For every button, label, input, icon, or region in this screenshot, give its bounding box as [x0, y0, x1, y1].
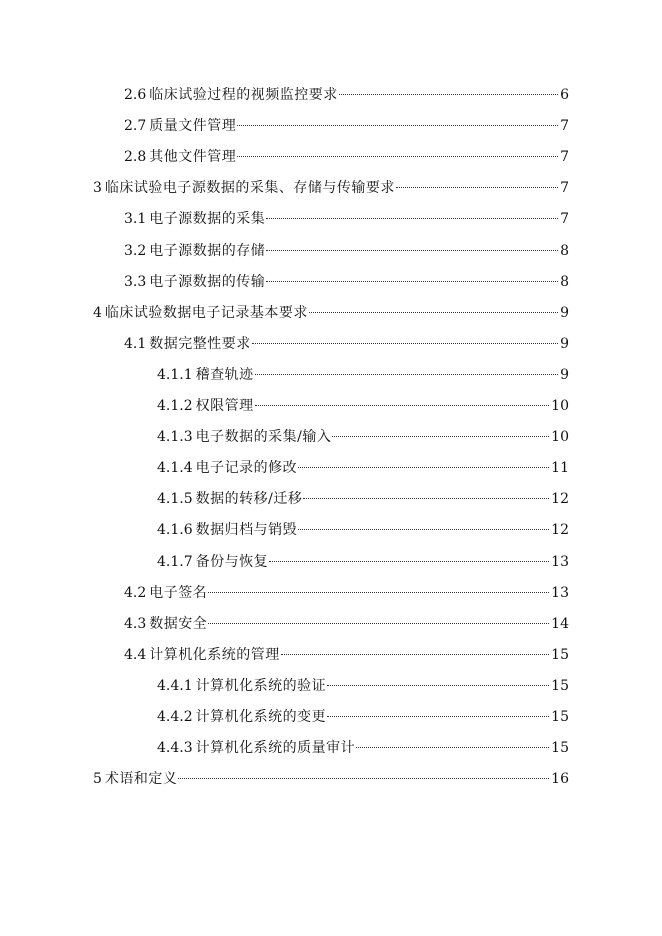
- toc-dot-leader: [178, 778, 549, 779]
- toc-entry-page-number: 8: [560, 274, 569, 290]
- toc-dot-leader: [208, 623, 549, 624]
- toc-entry-page-number: 15: [551, 740, 569, 756]
- toc-dot-leader: [237, 156, 558, 157]
- toc-entry-page-number: 7: [560, 211, 569, 227]
- toc-entry-number: 2.6: [124, 87, 147, 103]
- toc-entry-title: 电子源数据的存储: [149, 243, 266, 259]
- toc-entry[interactable]: [124, 643, 569, 667]
- toc-entry-title: 临床试验电子源数据的采集、存储与传输要求: [104, 180, 395, 196]
- toc-entry[interactable]: [157, 518, 569, 542]
- toc-entry-page-number: 13: [551, 585, 569, 601]
- toc-entry-title: 数据安全: [149, 616, 208, 632]
- toc-entry-title: 其他文件管理: [149, 149, 237, 165]
- toc-entry-number: 4.1.4: [157, 460, 193, 476]
- toc-dot-leader: [266, 218, 558, 219]
- toc-entry[interactable]: [157, 487, 569, 511]
- toc-entry-title: 备份与恢复: [195, 554, 269, 570]
- toc-dot-leader: [237, 125, 558, 126]
- toc-entry-title: 计算机化系统的验证: [195, 678, 327, 694]
- toc-entry-number: 4.1.6: [157, 522, 193, 538]
- toc-entry-page-number: 10: [551, 398, 569, 414]
- toc-entry[interactable]: [157, 394, 569, 418]
- toc-entry-number: 4.1: [124, 336, 147, 352]
- toc-entry-page-number: 15: [551, 678, 569, 694]
- toc-dot-leader: [255, 405, 550, 406]
- toc-dot-leader: [396, 187, 558, 188]
- toc-entry-number: 4.4.2: [157, 709, 193, 725]
- toc-entry[interactable]: [157, 363, 569, 387]
- toc-dot-leader: [252, 343, 558, 344]
- toc-entry[interactable]: [124, 332, 569, 356]
- toc-entry[interactable]: [157, 425, 569, 449]
- toc-entry-number: 4.2: [124, 585, 147, 601]
- toc-entry-number: 3: [93, 180, 102, 196]
- toc-entry[interactable]: [124, 83, 569, 107]
- toc-entry-title: 数据归档与销毁: [195, 522, 298, 538]
- toc-entry[interactable]: [124, 612, 569, 636]
- toc-entry-number: 4.4: [124, 647, 147, 663]
- toc-entry[interactable]: [124, 145, 569, 169]
- toc-dot-leader: [266, 281, 558, 282]
- toc-entry[interactable]: [157, 456, 569, 480]
- toc-entry-number: 5: [93, 771, 102, 787]
- toc-entry-title: 电子记录的修改: [195, 460, 298, 476]
- toc-entry-number: 4.1.3: [157, 429, 193, 445]
- toc-entry-page-number: 10: [551, 429, 569, 445]
- toc-entry-number: 4: [93, 305, 102, 321]
- toc-entry[interactable]: [157, 736, 569, 760]
- toc-entry-title: 计算机化系统的管理: [149, 647, 280, 663]
- toc-entry[interactable]: [124, 581, 569, 605]
- toc-entry-number: 3.3: [124, 274, 147, 290]
- toc-entry-number: 3.1: [124, 211, 147, 227]
- toc-entry-number: 4.1.2: [157, 398, 193, 414]
- toc-entry-number: 2.7: [124, 118, 147, 134]
- toc-dot-leader: [356, 747, 549, 748]
- toc-entry-page-number: 9: [560, 305, 569, 321]
- toc-entry-title: 质量文件管理: [149, 118, 237, 134]
- toc-entry-page-number: 15: [551, 709, 569, 725]
- toc-entry-title: 数据完整性要求: [149, 336, 251, 352]
- toc-entry-title: 数据的转移/迁移: [195, 491, 303, 507]
- toc-entry-title: 临床试验过程的视频监控要求: [149, 87, 338, 103]
- toc-dot-leader: [309, 312, 558, 313]
- toc-entry[interactable]: [157, 550, 569, 574]
- toc-entry-title: 临床试验数据电子记录基本要求: [104, 305, 308, 321]
- toc-dot-leader: [298, 467, 549, 468]
- toc-entry-page-number: 7: [560, 118, 569, 134]
- toc-entry-number: 4.1.1: [157, 367, 193, 383]
- toc-entry-title: 术语和定义: [104, 771, 178, 787]
- toc-entry-number: 4.1.5: [157, 491, 193, 507]
- toc-entry[interactable]: [124, 270, 569, 294]
- toc-entry[interactable]: [157, 705, 569, 729]
- toc-entry-page-number: 9: [560, 336, 569, 352]
- toc-entry-page-number: 11: [551, 460, 569, 476]
- toc-entry-page-number: 15: [551, 647, 569, 663]
- toc-entry[interactable]: [93, 301, 569, 325]
- toc-entry-number: 4.1.7: [157, 554, 193, 570]
- toc-entry-page-number: 8: [560, 243, 569, 259]
- toc-dot-leader: [269, 561, 549, 562]
- toc-entry-page-number: 16: [551, 771, 569, 787]
- toc-entry[interactable]: [124, 239, 569, 263]
- toc-entry-page-number: 14: [551, 616, 569, 632]
- toc-dot-leader: [208, 592, 549, 593]
- toc-entry-title: 计算机化系统的变更: [195, 709, 327, 725]
- toc-entry-page-number: 7: [560, 149, 569, 165]
- toc-dot-leader: [327, 716, 549, 717]
- toc-entry[interactable]: [93, 176, 569, 200]
- toc-entry-page-number: 7: [560, 180, 569, 196]
- toc-entry-title: 电子签名: [149, 585, 208, 601]
- toc-dot-leader: [303, 498, 549, 499]
- toc-entry[interactable]: [157, 674, 569, 698]
- toc-entry-page-number: 12: [551, 522, 569, 538]
- toc-dot-leader: [332, 436, 549, 437]
- toc-entry[interactable]: [124, 114, 569, 138]
- toc-entry-number: 4.4.3: [157, 740, 193, 756]
- toc-entry-number: 4.4.1: [157, 678, 193, 694]
- toc-entry-title: 计算机化系统的质量审计: [195, 740, 356, 756]
- toc-entry[interactable]: [124, 207, 569, 231]
- toc-dot-leader: [281, 654, 549, 655]
- toc-entry-page-number: 9: [560, 367, 569, 383]
- toc-entry-title: 电子源数据的传输: [149, 274, 266, 290]
- toc-dot-leader: [298, 529, 549, 530]
- toc-entry-page-number: 13: [551, 554, 569, 570]
- toc-dot-leader: [266, 250, 558, 251]
- toc-entry-title: 稽查轨迹: [195, 367, 254, 383]
- toc-entry-title: 电子数据的采集/输入: [195, 429, 332, 445]
- toc-entry-title: 电子源数据的采集: [149, 211, 266, 227]
- toc-entry-title: 权限管理: [195, 398, 254, 414]
- toc-entry-page-number: 6: [560, 87, 569, 103]
- toc-entry[interactable]: [93, 767, 569, 791]
- toc-entry-number: 3.2: [124, 243, 147, 259]
- toc-dot-leader: [327, 685, 549, 686]
- toc-entry-number: 2.8: [124, 149, 147, 165]
- toc-dot-leader: [255, 374, 558, 375]
- toc-entry-number: 4.3: [124, 616, 147, 632]
- toc-dot-leader: [339, 94, 558, 95]
- toc-entry-page-number: 12: [551, 491, 569, 507]
